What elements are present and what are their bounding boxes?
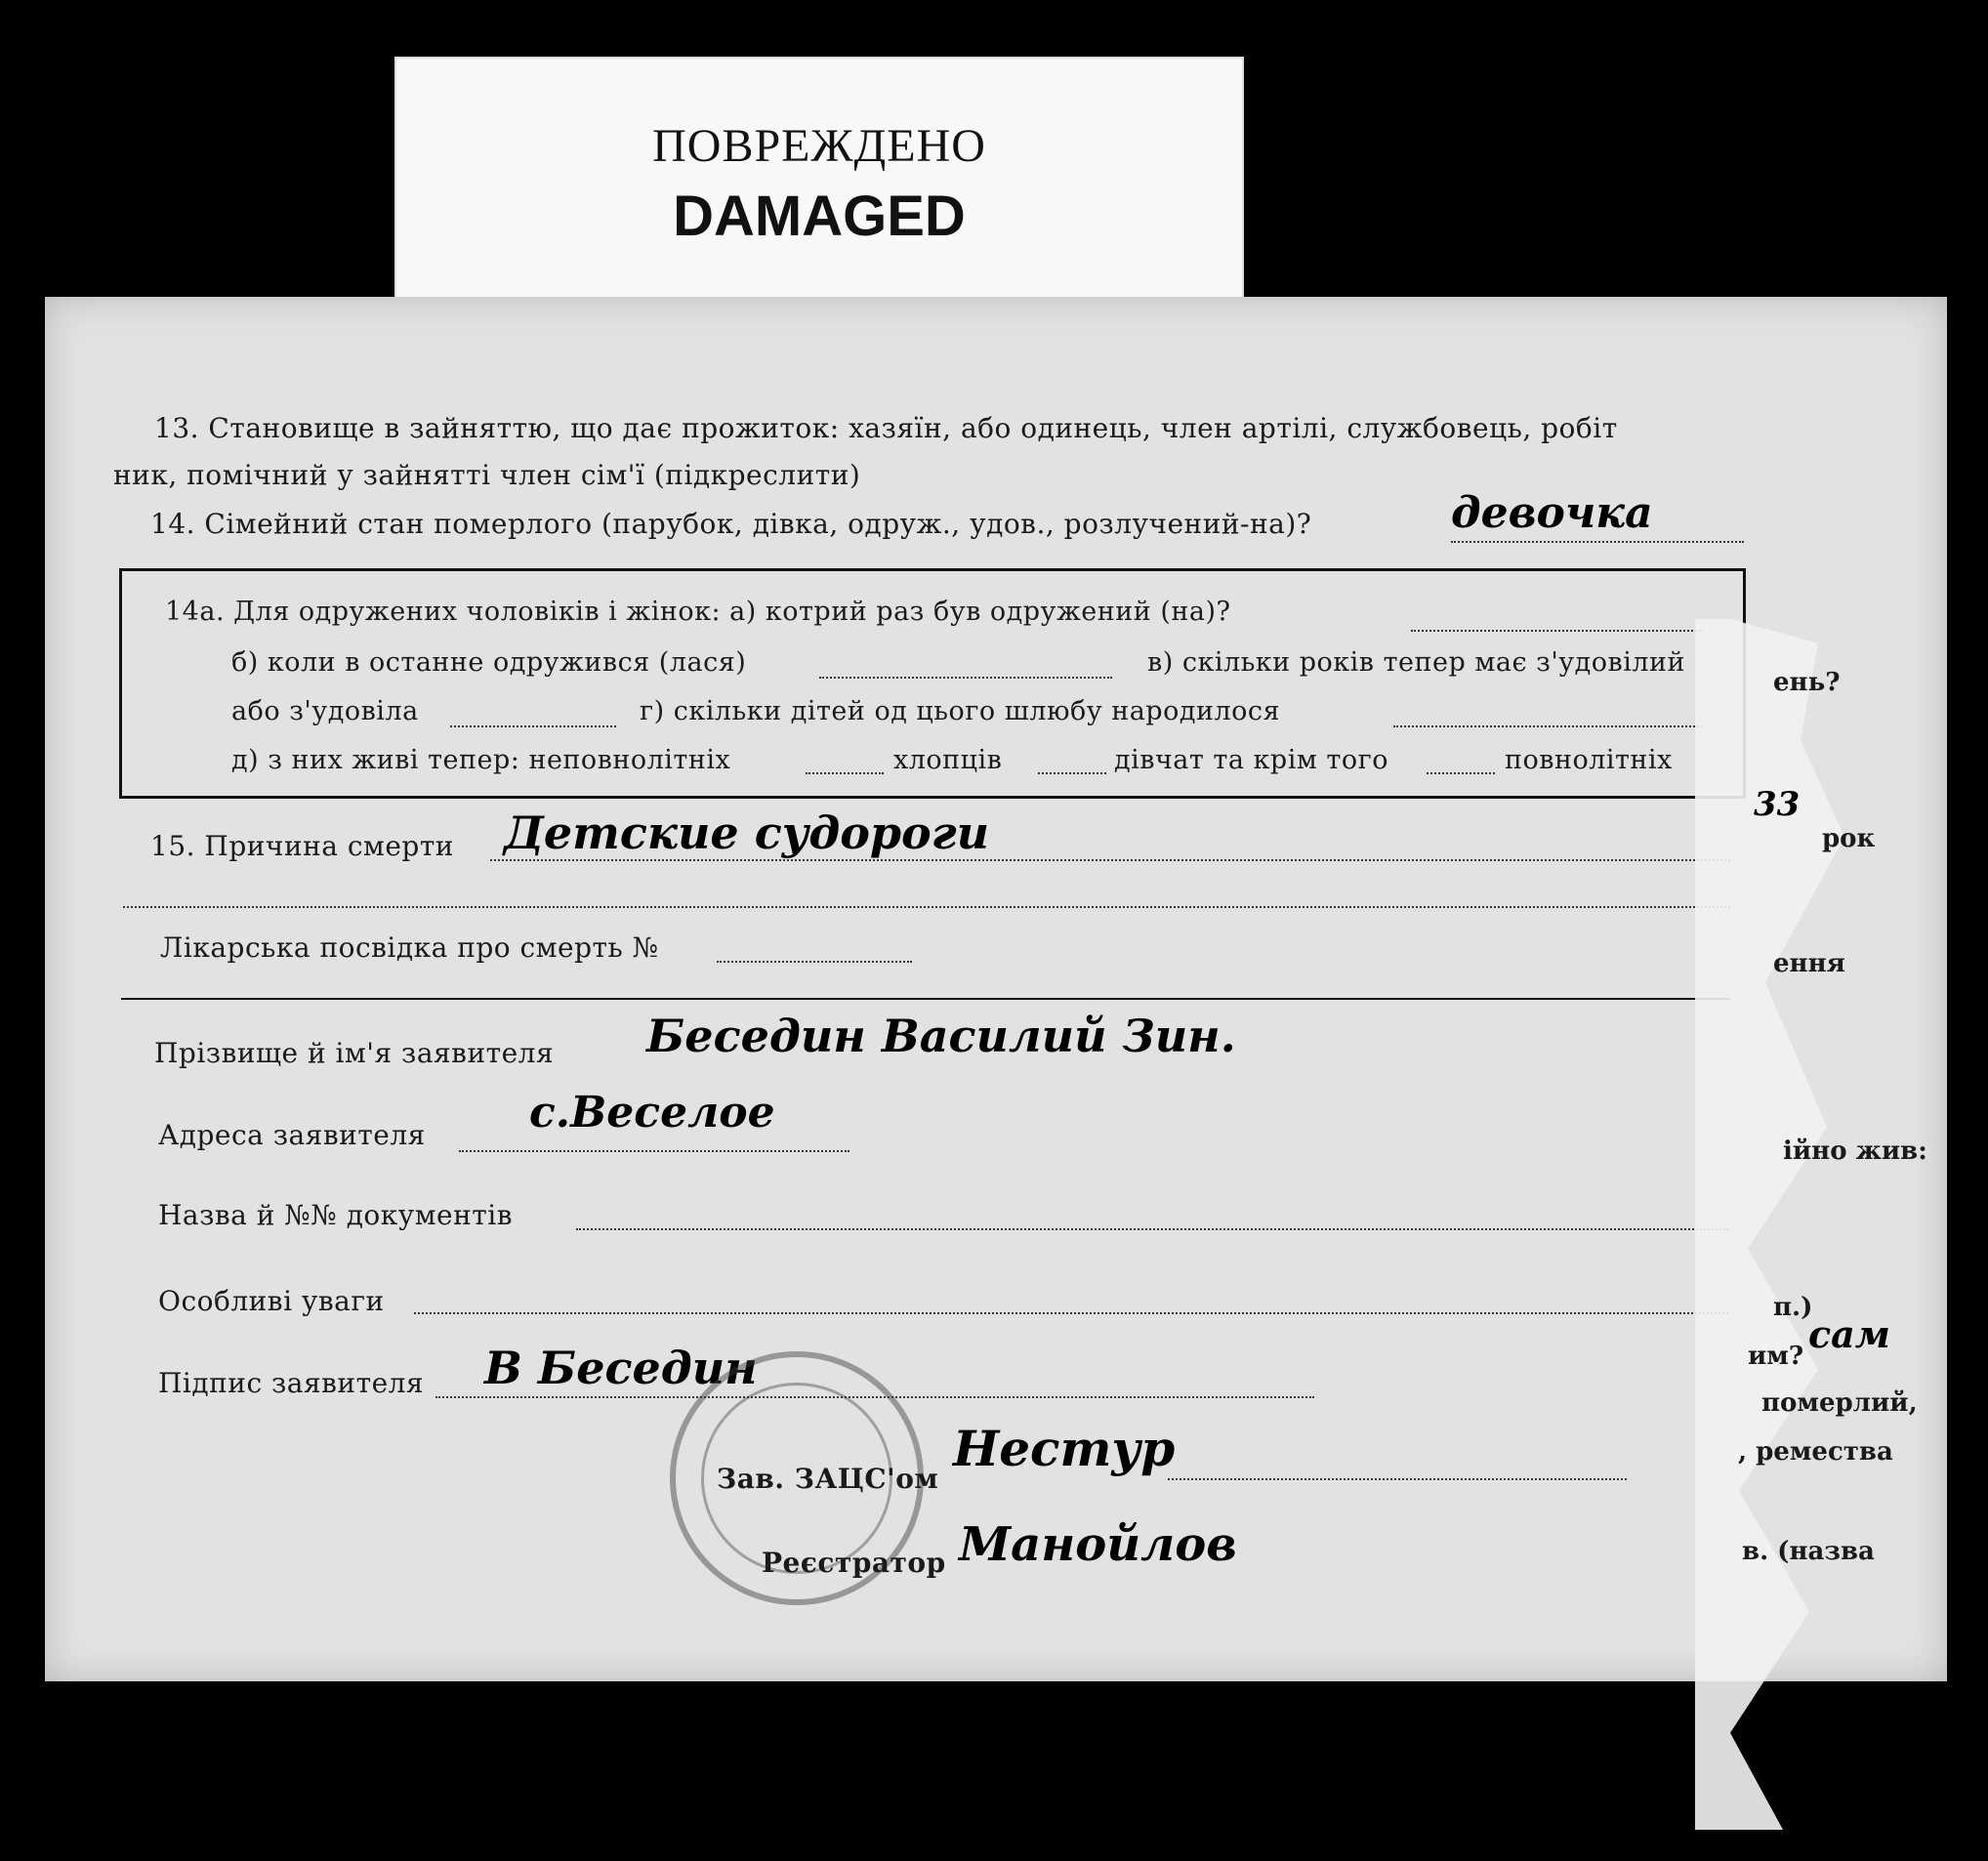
documents-label: Назва й №№ документів	[158, 1199, 513, 1231]
applicant-address: с.Веселое	[529, 1088, 775, 1137]
edge-text-9: померлий,	[1761, 1388, 1918, 1418]
remarks-label: Особливі уваги	[158, 1285, 385, 1317]
label-english: DAMAGED	[673, 185, 966, 248]
edge-text-6: п.)	[1773, 1293, 1813, 1322]
address-dots	[459, 1150, 849, 1152]
edge-text-1: ень?	[1773, 668, 1841, 697]
medical-cert-label: Лікарська посвідка про смерть №	[160, 931, 659, 964]
q15-dots1	[490, 859, 1730, 861]
registrar-signature: Манойлов	[959, 1517, 1237, 1572]
q14a-girls: дівчат та крім того	[1114, 745, 1389, 775]
q14-answer: девочка	[1451, 488, 1653, 538]
applicant-name-label: Прізвище й ім'я заявителя	[154, 1037, 555, 1069]
death-record-card	[45, 297, 1947, 1681]
edge-text-8: сам	[1808, 1312, 1890, 1356]
q14a-boys: хлопців	[893, 745, 1003, 775]
applicant-name: Беседин Василий Зин.	[646, 1010, 1236, 1062]
q14a-or: або з'удовіла	[231, 696, 419, 726]
q15-answer: Детские судороги	[504, 806, 990, 859]
q14-dots	[1451, 541, 1744, 543]
head-dots	[1168, 1478, 1627, 1480]
applicant-signature: В Беседин	[484, 1342, 758, 1394]
q14a-dots6	[1038, 772, 1106, 774]
q14a-dots3	[450, 725, 616, 727]
q15-dots2	[123, 906, 1730, 908]
section-divider	[121, 998, 1730, 1000]
registrar-label: Реєстратор	[762, 1547, 946, 1579]
edge-text-4: ення	[1773, 949, 1845, 978]
head-signature: Нестур	[953, 1420, 1176, 1477]
remarks-dots	[414, 1312, 1728, 1314]
q14a-g: г) скільки дітей од цього шлюбу народилося	[640, 696, 1281, 726]
q13-line1: 13. Становище в зайняттю, що дає прожиток: хазяїн, або одинець, член артілі, службовець, робіт	[154, 412, 1618, 444]
q14a-adults: повнолітніх	[1505, 745, 1673, 775]
q14a-dots7	[1427, 772, 1495, 774]
damaged-label-slip	[394, 57, 1244, 301]
medical-cert-dots	[717, 961, 912, 963]
q14a-dots1	[1411, 630, 1704, 632]
edge-text-10: , ремества	[1738, 1437, 1893, 1467]
edge-text-2: 33	[1754, 785, 1801, 824]
q13-line2: ник, помічний у зайнятті член сім'ї (підкреслити)	[113, 459, 861, 491]
q15-label: 15. Причина смерти	[150, 830, 454, 862]
q14a-d: д) з них живі тепер: неповнолітніх	[231, 745, 731, 775]
edge-text-7: им?	[1748, 1342, 1804, 1371]
q14a-box	[119, 568, 1746, 799]
q14a-dots4	[1393, 725, 1706, 727]
edge-text-11: в. (назва	[1742, 1537, 1875, 1566]
documents-dots	[576, 1228, 1728, 1230]
edge-text-3: рок	[1822, 824, 1876, 853]
q14a-dots5	[806, 772, 884, 774]
edge-text-5: ійно жив:	[1783, 1137, 1927, 1166]
applicant-address-label: Адреса заявителя	[158, 1119, 426, 1151]
head-label: Зав. ЗАЦС'ом	[717, 1463, 939, 1495]
q14a-dots2	[819, 677, 1112, 679]
signature-label: Підпис заявителя	[158, 1367, 425, 1399]
label-russian: ПОВРЕЖДЕНО	[652, 120, 986, 172]
q14a-v: в) скільки років тепер має з'удовілий	[1147, 647, 1686, 678]
q14a-b: б) коли в останне одружився (лася)	[231, 647, 747, 678]
q14a-line1: 14а. Для одружених чоловіків і жінок: а) котрий раз був одружений (на)?	[165, 597, 1231, 627]
q14-label: 14. Сімейний стан померлого (парубок, дівка, одруж., удов., розлучений-на)?	[150, 508, 1312, 540]
